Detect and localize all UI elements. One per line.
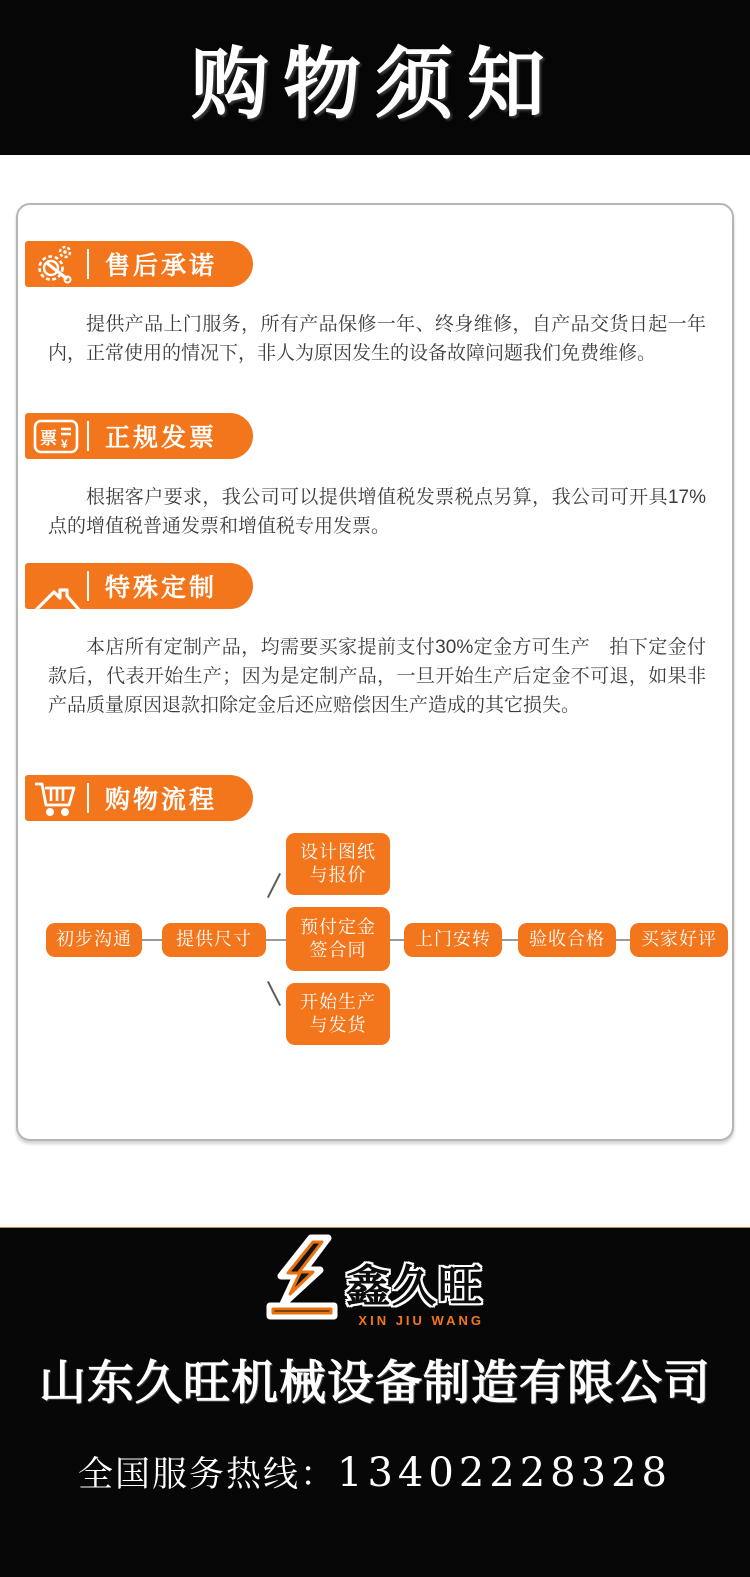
cart-icon: [25, 775, 87, 821]
page-title: 购物须知: [190, 39, 559, 128]
company-name: 山东久旺机械设备制造有限公司: [39, 1356, 711, 1409]
flow-box-production-shipping: 开始生产 与发货: [286, 983, 390, 1045]
customization-text: 本店所有定制产品，均需要买家提前支付30%定金方可生产 拍下定金付款后，代表开始生产；因为是定制产品，一旦开始生产后定金不可退，如果非产品质量原因退款扣除定金后还应赔偿因生产造成的其它损失。: [48, 637, 706, 716]
logo-name-en: XIN JIU WANG: [358, 1313, 484, 1328]
section-badge-label: 售后承诺: [105, 252, 218, 280]
flow-box-acceptance: 验收合格: [518, 923, 616, 957]
badge-divider: [87, 421, 89, 451]
svg-text:票: 票: [40, 429, 57, 448]
badge-divider: [87, 571, 89, 601]
after-sales-text: 提供产品上门服务，所有产品保修一年、终身维修，自产品交货日起一年内，正常使用的情况下，非人为原因发生的设备故障问题我们免费维修。: [48, 314, 706, 364]
company-logo: [0, 1228, 750, 1328]
invoice-text: 根据客户要求，我公司可以提供增值税发票税点另算，我公司可开具17%点的增值税普通发票和增值税专用发票。: [48, 487, 706, 537]
logo-name-cn: 鑫久旺: [346, 1262, 484, 1311]
footer: [0, 1227, 750, 1577]
flow-connector: [390, 939, 404, 941]
section-badge-label: 特殊定制: [105, 574, 218, 602]
flow-connector: [266, 939, 286, 941]
flow-connector-diagonal-down: [267, 981, 281, 1006]
flow-connector-diagonal-up: [267, 873, 281, 898]
section-badge-customization: [25, 563, 253, 609]
hotline-label: 全国服务热线：: [78, 1455, 338, 1494]
page-header: [0, 0, 750, 155]
section-badge-label: 购物流程: [105, 786, 218, 814]
section-badge-after-sales: [25, 241, 253, 287]
flow-box-design-quote: 设计图纸 与报价: [286, 833, 390, 895]
shopping-flowchart: [32, 833, 738, 1048]
hotline-number: 13402228328: [337, 1450, 672, 1496]
logo-bolt-icon: [266, 1233, 342, 1328]
house-icon: [25, 563, 87, 609]
badge-divider: [87, 249, 89, 279]
notice-card: [16, 203, 734, 1141]
flow-box-provide-size: 提供尺寸: [162, 923, 266, 957]
invoice-icon: [25, 413, 87, 459]
flow-box-initial-contact: 初步沟通: [46, 923, 142, 957]
flow-box-deposit-contract: 预付定金 签合同: [286, 907, 390, 971]
flow-connector: [502, 939, 518, 941]
service-hotline: [0, 1447, 750, 1497]
gear-wrench-icon: [25, 241, 87, 287]
svg-text:¥: ¥: [61, 437, 68, 451]
flow-box-onsite-install: 上门安转: [404, 923, 502, 957]
section-badge-invoice: [25, 413, 253, 459]
flow-connector: [142, 939, 162, 941]
logo-text-block: [346, 1262, 484, 1328]
badge-divider: [87, 783, 89, 813]
flow-box-good-review: 买家好评: [630, 923, 728, 957]
flow-connector: [616, 939, 630, 941]
section-badge-process: [25, 775, 253, 821]
section-badge-label: 正规发票: [105, 424, 218, 452]
